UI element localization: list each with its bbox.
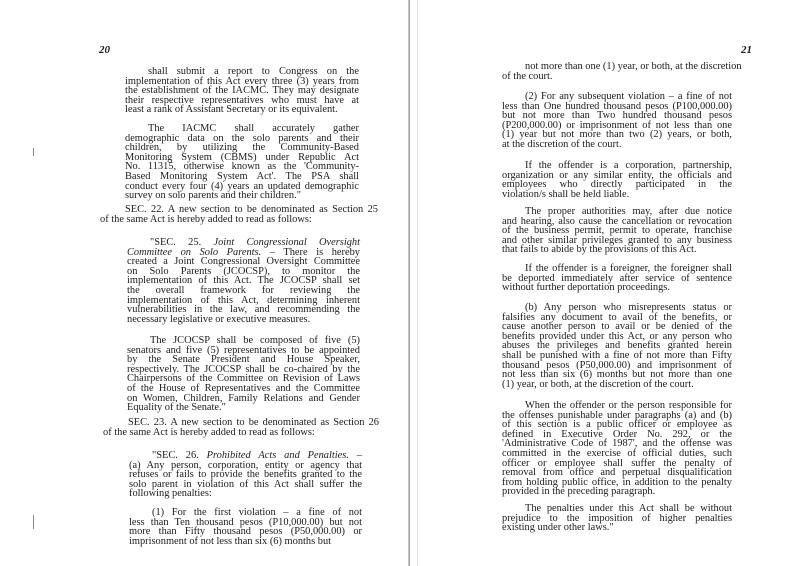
paragraph	[129, 508, 362, 546]
text-line: (1) year, or both, at the discretion of the court.	[502, 378, 694, 390]
paragraph	[129, 451, 362, 499]
text-line: (1) For the first violation – a fine of not	[152, 507, 362, 518]
text-line: following penalties:	[129, 488, 212, 500]
paragraph	[100, 205, 378, 224]
text-line: imprisonment of not less than six (6) months but	[129, 535, 332, 547]
text-line: respectively. The JCOCSP shall be co-chaired by the	[127, 363, 360, 375]
text-line: 'Administrative Code of 1987', and the offense was	[502, 438, 732, 450]
text-line: (2) For any subsequent violation – a fine of not	[525, 91, 732, 102]
text-line: of this section is a public officer or employee as	[502, 419, 732, 431]
text-line: organization or any similar entity, the officials and	[502, 169, 732, 181]
text-line: of the court.	[502, 70, 553, 82]
paragraph	[127, 336, 360, 413]
paragraph	[502, 303, 732, 389]
text-segment: "SEC. 26.	[152, 450, 207, 461]
text-line: that fails to abide by the provisions of this Act.	[502, 244, 697, 256]
text-line: No. 11315, otherwise known as the 'Community-	[125, 161, 359, 173]
text-line: and hearing, also cause the cancellation or revocation	[502, 215, 732, 227]
text-line: from holding public office, in addition to the penalty	[502, 476, 732, 488]
text-line: cause another person to avail or be denied of the	[502, 321, 732, 333]
text-line: SEC. 22. A new section to be denominated as Section 25	[125, 204, 378, 215]
text-line: not less than six (6) months but not more than one	[502, 369, 732, 381]
text-line: less than Ten thousand pesos (P10,000.00) but not	[129, 516, 362, 528]
text-line: the establishment of the IACMC. They may designate	[125, 85, 359, 97]
text-line: benefits provided under this Act, or any person who	[502, 330, 732, 342]
text-line: committed in the exercise of official duties, such	[502, 447, 732, 459]
paragraph	[125, 67, 359, 115]
italic-heading: Prohibited Acts and Penalties.	[206, 450, 349, 461]
right-page	[410, 0, 800, 566]
text-segment: –	[348, 450, 362, 461]
text-line: without further deportation proceedings.	[502, 282, 670, 294]
text-line: more than Fifty thousand pesos (P50,000.00) or	[129, 526, 362, 538]
text-line: children, by utilizing the Community-Based	[125, 142, 359, 154]
text-line: officer or employee shall suffer the penalty of	[502, 457, 732, 469]
text-line: refuses or fails to provide the benefits granted to the	[129, 469, 362, 481]
page-number: 21	[741, 44, 752, 56]
text-line: senators and five (5) representatives to be appointed	[127, 344, 360, 356]
text-line: on Women, Children, Family Relations and Gender	[127, 392, 360, 404]
text-line: defined in Executive Order No. 292, or the	[502, 428, 732, 440]
text-line: implementation of this Act every three (3) years from	[125, 75, 359, 87]
text-line: (a) Any person, corporation, entity or agency that	[129, 459, 362, 471]
text-line: The proper authorities may, after due notice	[525, 206, 732, 217]
text-line: employees who directly participated in the	[502, 179, 732, 191]
text-line: (1) year but not more than two (2) years, or both,	[502, 129, 732, 141]
scan-speck	[33, 148, 34, 156]
text-line: their respective representatives who must have at	[125, 94, 359, 106]
text-line: Monitoring System (CBMS) under Republic Act	[125, 151, 359, 163]
text-line: at the discretion of the court.	[502, 138, 622, 150]
text-line: shall submit a report to Congress on the	[148, 66, 359, 77]
page-number: 20	[99, 44, 110, 56]
text-line: Equality of the Senate."	[127, 402, 226, 414]
text-line: falsifies any document to avail of the benefits, or	[502, 311, 732, 323]
text-line: implementation of this Act, determining inherent	[127, 294, 360, 306]
text-line: by the Senate President and House Speaker,	[127, 354, 360, 366]
scan-speck	[33, 515, 34, 529]
italic-heading: Joint Congressional Oversight	[213, 237, 360, 248]
text-line: of the same Act is hereby added to read as follows:	[100, 213, 312, 225]
text-segment: "SEC. 25.	[150, 237, 214, 248]
text-line: SEC. 23. A new section to be denominated as Section 26	[128, 417, 379, 428]
paragraph	[502, 504, 732, 533]
text-segment: – There is hereby	[261, 246, 361, 258]
text-line: provided in the preceding paragraph.	[502, 486, 656, 498]
text-line: removal from office and perpetual disqualification	[502, 467, 732, 479]
text-line: necessary legislative or executive measures.	[127, 313, 311, 325]
text-line: demographic data on the solo parents and their	[125, 132, 359, 144]
paragraph	[502, 401, 732, 497]
paragraph	[502, 207, 732, 255]
text-line: of the House of Representatives and the Committee	[127, 382, 360, 394]
text-line: Based Monitoring System Act'. The PSA shall	[125, 170, 359, 182]
text-line: the overall framework for reviewing the	[127, 284, 360, 296]
text-line: solo parent in violation of this Act shall suffer the	[129, 478, 362, 490]
text-line: of the same Act is hereby added to read as follows:	[103, 426, 315, 438]
text-line: The IACMC shall accurately gather	[148, 123, 359, 134]
paragraph	[502, 92, 732, 150]
text-line: shall be punished with a fine of not more than Fifty	[502, 349, 732, 361]
text-line: conduct every four (4) years an updated demographic	[125, 180, 359, 192]
page-edge	[417, 0, 418, 566]
text-line: thousand pesos (P50,000.00) and imprisonment of	[502, 359, 732, 371]
text-line: vulnerabilities in the law, and recommending the	[127, 304, 360, 316]
text-line: least a rank of Assistant Secretary or its equivalent.	[125, 104, 338, 116]
text-line: on Solo Parents (JCOCSP), to monitor the	[127, 265, 360, 277]
text-line: If the offender is a foreigner, the foreigner shall	[525, 263, 732, 274]
text-line: The JCOCSP shall be composed of five (5)	[150, 335, 360, 346]
paragraph	[502, 61, 742, 82]
text-line: violation/s shall be held liable.	[502, 188, 630, 200]
paragraph	[103, 418, 379, 437]
text-line: existing under other laws."	[502, 522, 614, 534]
paragraph	[502, 264, 732, 293]
italic-heading: Committee on Solo Parents.	[127, 246, 262, 258]
text-line: be deported immediately after service of sentence	[502, 272, 732, 284]
text-line: and other similar privileges granted to any business	[502, 234, 732, 246]
text-line: not more than one (1) year, or both, at the discretion	[525, 61, 742, 72]
text-line: (P200,000.00) or imprisonment of not less than one	[502, 119, 732, 131]
text-line: Chairpersons of the Committee on Revision of Laws	[127, 373, 360, 385]
paragraph	[127, 238, 360, 324]
text-line: less than One hundred thousand pesos (P100,000.00)	[502, 100, 732, 112]
paragraph	[502, 161, 732, 199]
text-line: prejudice to the imposition of higher penalties	[502, 512, 732, 524]
text-line: the offenses punishable under paragraphs (a) and (b)	[502, 409, 732, 421]
text-line: If the offender is a corporation, partnership,	[525, 160, 732, 171]
text-line: abuses the privileges and benefits granted herein	[502, 340, 732, 352]
paragraph	[125, 124, 359, 201]
text-line: implementation of this Act. The JCOCSP shall set	[127, 275, 360, 287]
text-line: (b) Any person who misrepresents status or	[525, 302, 732, 313]
text-line: The penalties under this Act shall be without	[525, 503, 732, 514]
text-line: but not more than Two hundred thousand pesos	[502, 110, 732, 122]
text-line: survey on solo parents and their children."	[125, 190, 301, 202]
text-line: created a Joint Congressional Oversight Committee	[127, 256, 360, 268]
text-line: When the offender or the person responsible for	[525, 400, 732, 411]
text-line: of the business permit, permit to operate, franchise	[502, 225, 732, 237]
